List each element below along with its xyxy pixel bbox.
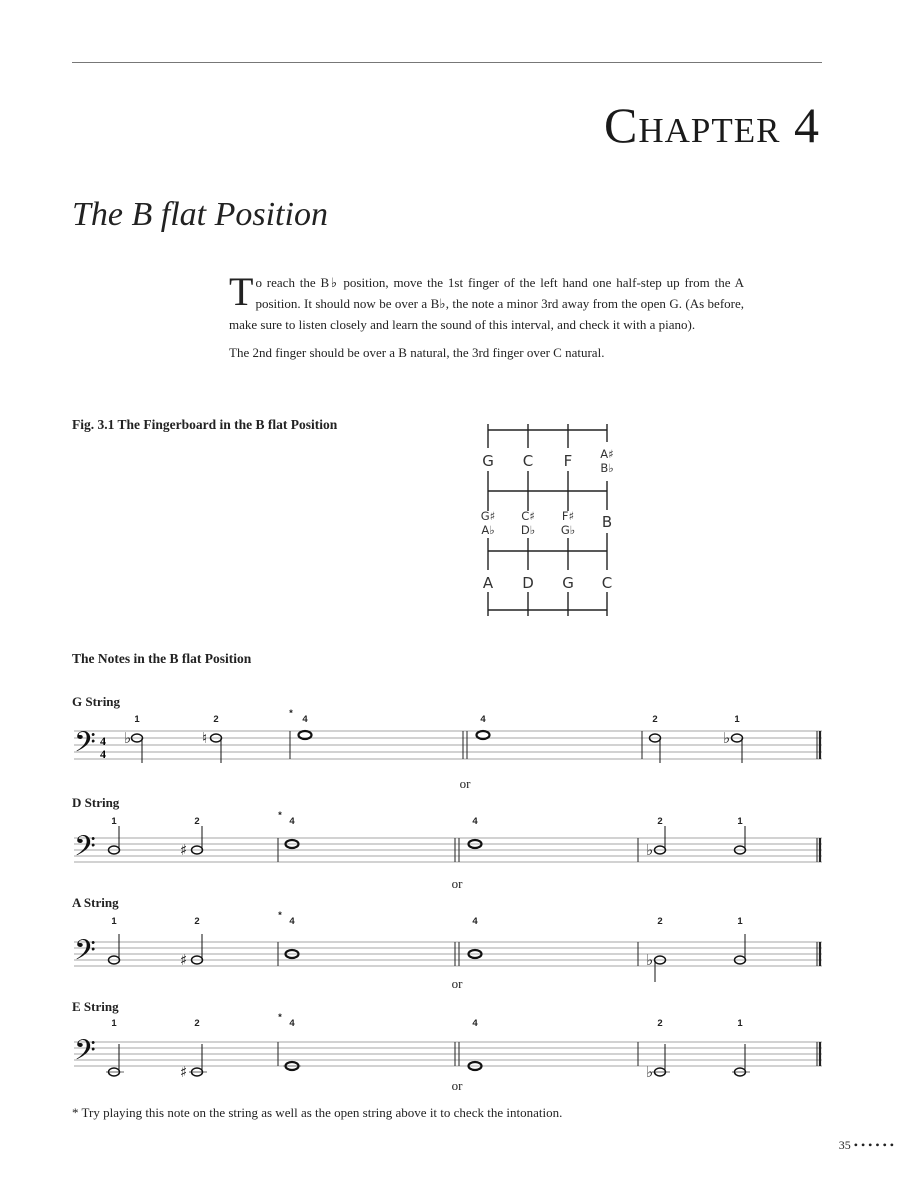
body-text	[229, 269, 744, 370]
natural-icon: ♮	[202, 729, 208, 747]
fingering-2b: 2	[657, 816, 663, 827]
fingering-1: 1	[111, 916, 117, 927]
header-rule	[72, 62, 822, 63]
fingering-1: 1	[111, 816, 117, 827]
time-signature-bottom: 4	[100, 747, 106, 761]
paragraph-1-text: o reach the B♭ position, move the 1st finger of the left hand one half-step up from the A position. It should now be over a B♭, the note a minor 3rd away from the open G. (As before, make sure to listen closely and learn the sound of this interval, and check it with a piano).	[229, 275, 744, 332]
flat-icon: ♭	[646, 951, 654, 969]
flat-icon: ♭	[646, 1063, 654, 1081]
fingering-4b: 4	[472, 1018, 478, 1029]
fb-a: A	[482, 574, 494, 592]
fingering-1: 1	[134, 714, 140, 725]
fingering-2b: 2	[657, 916, 663, 927]
fingering-marker: *	[278, 910, 282, 921]
fingering-4a: 4	[302, 714, 308, 725]
g-string-staff	[70, 708, 830, 798]
fingering-4b: 4	[480, 714, 486, 725]
fb-b-flat: B♭	[600, 461, 614, 475]
fingering-2: 2	[194, 1018, 200, 1029]
fb-c-sharp: C♯	[521, 509, 535, 523]
e-string-label: E String	[72, 999, 119, 1014]
fb-b: B	[601, 513, 613, 531]
or-label: or	[451, 1078, 463, 1093]
paragraph-1	[229, 269, 744, 335]
e-string-staff	[70, 1012, 830, 1096]
fingering-2: 2	[194, 816, 200, 827]
flat-icon: ♭	[723, 729, 731, 747]
drop-cap: T	[229, 269, 254, 314]
section-title: The B flat Position	[72, 196, 328, 233]
fb-g-flat: G♭	[560, 523, 576, 537]
fb-a-flat: A♭	[481, 523, 495, 537]
fingering-4a: 4	[289, 1018, 295, 1029]
fingering-1b: 1	[737, 816, 743, 827]
or-label: or	[459, 776, 471, 791]
or-label: or	[451, 976, 463, 991]
fb-c-low: C	[601, 574, 613, 592]
fingering-2: 2	[213, 714, 219, 725]
page-number	[839, 1138, 894, 1153]
fingering-1b: 1	[737, 1018, 743, 1029]
bass-clef-icon: 𝄢	[74, 726, 96, 766]
fb-f: F	[563, 452, 573, 470]
flat-icon: ♭	[124, 729, 132, 747]
fingering-marker: *	[278, 1012, 282, 1023]
fb-d-flat: D♭	[520, 523, 536, 537]
fb-a-sharp: A♯	[600, 447, 614, 461]
a-string-staff	[70, 908, 830, 998]
fingering-4a: 4	[289, 816, 295, 827]
paragraph-2: The 2nd finger should be over a B natural, the 3rd finger over C natural.	[229, 345, 605, 360]
sharp-icon: ♯	[180, 1063, 188, 1081]
notes-section-title: The Notes in the B flat Position	[72, 651, 252, 666]
page-dots: • • • • • •	[853, 1138, 894, 1152]
fb-g-low: G	[562, 574, 574, 592]
or-label: or	[451, 876, 463, 891]
chapter-title: Chapter 4	[604, 97, 820, 153]
sharp-icon: ♯	[180, 951, 188, 969]
g-string-label: G String	[72, 694, 121, 709]
fingering-4b: 4	[472, 916, 478, 927]
d-string-label: D String	[72, 795, 120, 810]
fingering-4b: 4	[472, 816, 478, 827]
fingering-1: 1	[111, 1018, 117, 1029]
fingering-1b: 1	[737, 916, 743, 927]
page-number-value: 35	[838, 1138, 851, 1152]
fingering-marker: *	[278, 810, 282, 821]
fingering-marker: *	[289, 708, 293, 719]
fingering-1b: 1	[734, 714, 740, 725]
figure-caption: Fig. 3.1 The Fingerboard in the B flat Position	[72, 417, 338, 432]
fingering-4a: 4	[289, 916, 295, 927]
bass-clef-icon: 𝄢	[74, 1034, 96, 1074]
fb-d: D	[522, 574, 534, 592]
a-string-label: A String	[72, 895, 119, 910]
fingering-2b: 2	[657, 1018, 663, 1029]
fb-g-sharp: G♯	[480, 509, 496, 523]
fb-c: C	[522, 452, 534, 470]
fingering-2: 2	[194, 916, 200, 927]
fb-f-sharp: F♯	[561, 509, 575, 523]
d-string-staff	[70, 808, 830, 898]
fb-g: G	[482, 452, 494, 470]
footnote: * Try playing this note on the string as well as the open string above it to check the intonation.	[72, 1105, 563, 1120]
time-signature-top: 4	[100, 734, 106, 748]
fingering-2b: 2	[652, 714, 658, 725]
bass-clef-icon: 𝄢	[74, 830, 96, 870]
sharp-icon: ♯	[180, 841, 188, 859]
fingerboard-diagram	[470, 418, 630, 618]
bass-clef-icon: 𝄢	[74, 934, 96, 974]
flat-icon: ♭	[646, 841, 654, 859]
